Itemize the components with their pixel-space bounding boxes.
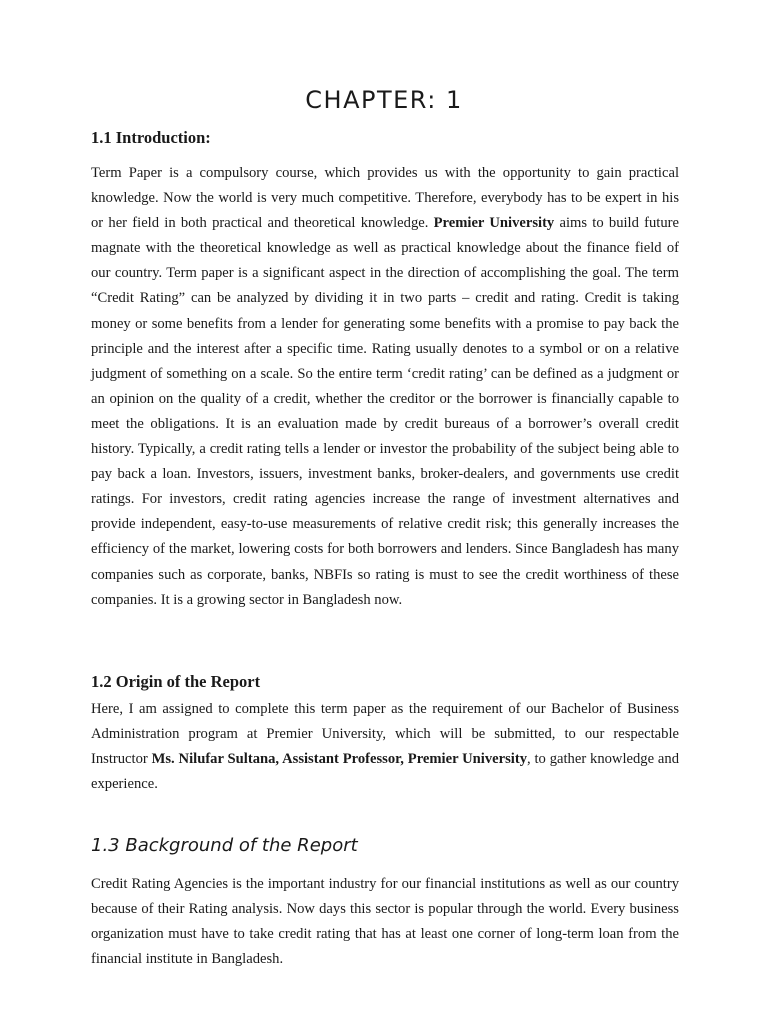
section-paragraph-introduction bbox=[91, 161, 679, 613]
section-paragraph-origin bbox=[91, 697, 679, 797]
section-heading-introduction: 1.1 Introduction: bbox=[91, 128, 211, 147]
paragraph-bold-text: Premier University bbox=[433, 215, 555, 232]
chapter-title: CHAPTER: 1 bbox=[305, 86, 463, 114]
section-paragraph-background bbox=[91, 872, 679, 972]
paragraph-text: Here, I am assigned to complete this term paper as the requirement of our Bachelor of Business Administration program at Premier University, which will be submitted, to our respectable Instructor bbox=[91, 701, 679, 768]
paragraph-bold-text: Ms. Nilufar Sultana, Assistant Professor, Premier University bbox=[151, 751, 527, 768]
paragraph-text: , to gather knowledge and experience. bbox=[91, 751, 679, 793]
paragraph-text: Credit Rating Agencies is the important industry for our financial institutions as well as our country because of their Rating analysis. Now days this sector is popular through the world. Every business organization must have to take credit rating that has at least one corner of long-term loan from the financial institute in Bangladesh. bbox=[91, 876, 679, 968]
section-heading-origin: 1.2 Origin of the Report bbox=[91, 672, 261, 691]
section-heading-background: 1.3 Background of the Report bbox=[91, 835, 358, 856]
paragraph-text: aims to build future magnate with the theoretical knowledge as well as practical knowledge about the finance field of our country. Term paper is a significant aspect in the direction of accomplishing the goal. The term “Credit Rating” can be analyzed by dividing it in two parts – credit and rating. Credit is taking money or some benefits from a lender for generating some benefits with a promise to pay back the principle and the interest after a specific time. Rating usually denotes to a symbol or on a relative judgment of something on a scale. So the entire term ‘credit rating’ can be defined as a judgment or an opinion on the quality of a credit, whether the creditor or the borrower is financially capable to meet the obligations. It is an evaluation made by credit bureaus of a borrower’s overall credit history. Typically, a credit rating tells a lender or investor the probability of the subject being able to pay back a loan. Investors, issuers, investment banks, broker-dealers, and governments use credit ratings. For investors, credit rating agencies increase the range of investment alternatives and provide independent, easy-to-use measurements of relative credit risk; this generally increases the efficiency of the market, lowering costs for both borrowers and lenders. Since Bangladesh has many companies such as corporate, banks, NBFIs so rating is must to see the credit worthiness of these companies. It is a growing sector in Bangladesh now. bbox=[91, 215, 679, 608]
paragraph-text: Term Paper is a compulsory course, which provides us with the opportunity to gain practical knowledge. Now the world is very much competitive. Therefore, everybody has to be expert in his or her field in both practical and theoretical knowledge. bbox=[91, 165, 679, 232]
